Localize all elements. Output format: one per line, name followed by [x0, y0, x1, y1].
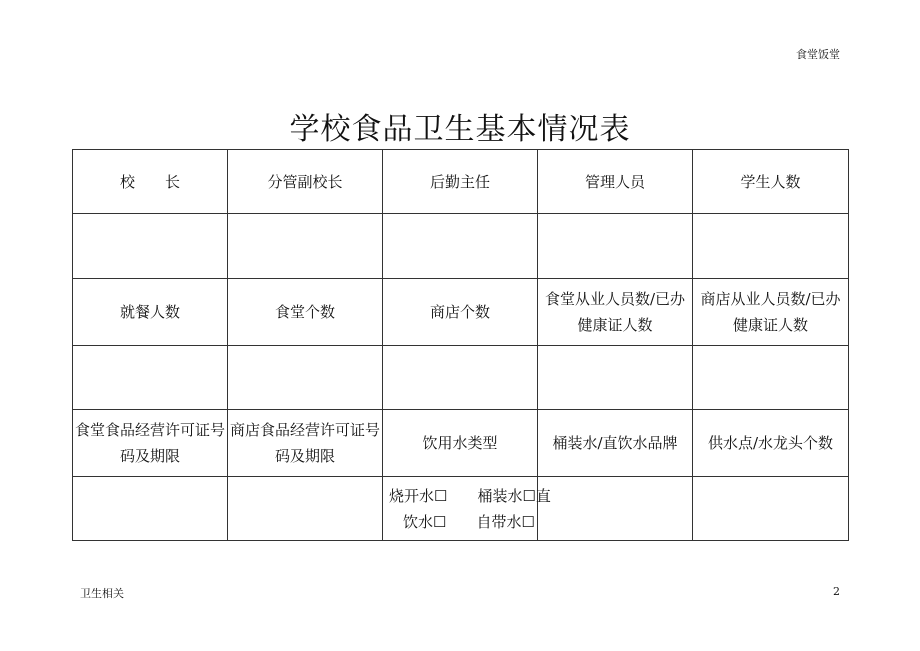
input-principal[interactable]	[73, 214, 228, 279]
header-water-brand: 桶装水/直饮水品牌	[538, 410, 693, 477]
input-management-staff[interactable]	[538, 214, 693, 279]
table-row	[73, 477, 849, 541]
table-row	[73, 279, 849, 346]
header-shop-count: 商店个数	[383, 279, 538, 346]
input-shop-license[interactable]	[228, 477, 383, 541]
header-shop-license: 商店食品经营许可证号码及期限	[228, 410, 383, 477]
input-canteen-count[interactable]	[228, 346, 383, 410]
header-drinking-water-type: 饮用水类型	[383, 410, 538, 477]
input-shop-count[interactable]	[383, 346, 538, 410]
input-shop-staff-health[interactable]	[693, 346, 849, 410]
input-diner-count[interactable]	[73, 346, 228, 410]
table-row	[73, 214, 849, 279]
header-student-count: 学生人数	[693, 150, 849, 214]
checkbox-boiled-water[interactable]: 烧开水☐	[389, 486, 448, 505]
input-canteen-staff-health[interactable]	[538, 346, 693, 410]
header-water-points: 供水点/水龙头个数	[693, 410, 849, 477]
input-logistics-director[interactable]	[383, 214, 538, 279]
footer-category: 卫生相关	[80, 587, 124, 600]
page-title: 学校食品卫生基本情况表	[289, 112, 631, 147]
header-principal: 校 长	[73, 150, 228, 214]
header-category: 食堂饭堂	[796, 48, 840, 61]
input-canteen-license[interactable]	[73, 477, 228, 541]
table-row	[73, 346, 849, 410]
water-type-options	[383, 477, 551, 541]
header-canteen-staff-health: 食堂从业人员数/已办健康证人数	[538, 279, 693, 346]
input-vice-principal[interactable]	[228, 214, 383, 279]
checkbox-self-brought-water[interactable]: 自带水☐	[476, 512, 535, 531]
header-canteen-count: 食堂个数	[228, 279, 383, 346]
header-vice-principal: 分管副校长	[228, 150, 383, 214]
input-water-brand[interactable]	[538, 477, 693, 541]
table-row	[73, 150, 849, 214]
school-food-hygiene-table	[72, 149, 849, 541]
header-canteen-license: 食堂食品经营许可证号码及期限	[73, 410, 228, 477]
input-water-points[interactable]	[693, 477, 849, 541]
checkbox-direct-drinking-water[interactable]: 饮水☐	[403, 512, 447, 531]
input-student-count[interactable]	[693, 214, 849, 279]
header-management-staff: 管理人员	[538, 150, 693, 214]
table-row	[73, 410, 849, 477]
header-logistics-director: 后勤主任	[383, 150, 538, 214]
page-number: 2	[833, 585, 840, 598]
checkbox-barrel-water[interactable]: 桶装水☐直	[477, 486, 551, 505]
header-shop-staff-health: 商店从业人员数/已办健康证人数	[693, 279, 849, 346]
header-diner-count: 就餐人数	[73, 279, 228, 346]
